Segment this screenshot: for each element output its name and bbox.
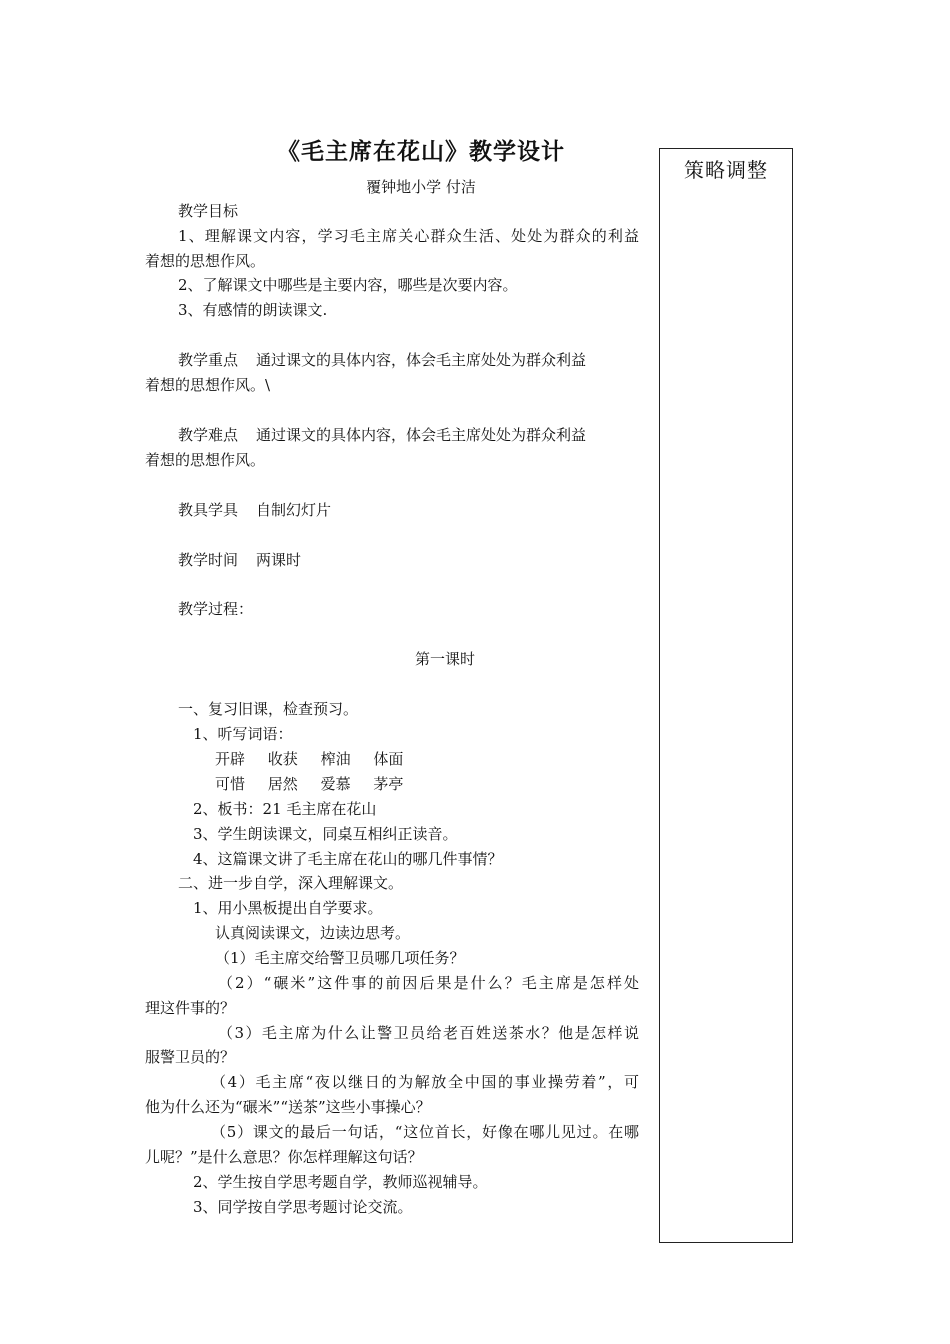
objectives-heading: 教学目标 [178,202,239,220]
word-list-1 [145,747,709,772]
item-2-1-note: 认真阅读课文，边读边思考。 [215,924,411,942]
strategy-adjustment-heading: 策略调整 [684,158,768,182]
key-point-text: 通过课文的具体内容，体会毛主席处处为群众利益 [256,351,587,369]
key-point-cont: 着想的思想作风。\ [145,376,271,394]
key-point-label: 教学重点 [178,351,239,369]
author-line: 覆钟地小学 付洁 [366,178,476,196]
difficulty-label: 教学难点 [178,426,239,444]
item-1-4: 4、这篇课文讲了毛主席在花山的哪几件事情？ [193,850,503,868]
document-title: 《毛主席在花山》教学设计 [277,138,565,165]
item-1-3: 3、学生朗读课文，同桌互相纠正读音。 [193,825,458,843]
question-5: （5）课文的最后一句话，“这位首长，好像在哪儿见过。在哪 [211,1123,639,1141]
word: 茅亭 [373,775,404,793]
objective-3: 3、有感情的朗读课文. [178,301,328,319]
question-1: （1）毛主席交给警卫员哪几项任务？ [215,949,465,967]
teaching-time [145,548,672,573]
time-label: 教学时间 [178,551,239,569]
tools-text: 自制幻灯片 [256,501,332,519]
difficulty [145,423,672,448]
question-3-cont: 服警卫员的？ [145,1048,236,1066]
item-2-1: 1、用小黑板提出自学要求。 [193,899,383,917]
item-1-1: 1、听写词语： [193,725,293,743]
word: 爱慕 [320,775,351,793]
item-2-3: 3、同学按自学思考题讨论交流。 [193,1198,413,1216]
word-list-2 [145,772,709,797]
objective-1-cont: 着想的思想作风。 [145,252,266,270]
question-4: （4）毛主席“夜以继日的为解放全中国的事业操劳着”，可 [211,1073,639,1091]
lesson-heading: 第一课时 [414,650,475,668]
word: 榨油 [320,750,351,768]
time-text: 两课时 [256,551,302,569]
question-3: （3）毛主席为什么让警卫员给老百姓送茶水？他是怎样说 [218,1024,639,1042]
item-2-2: 2、学生按自学思考题自学，教师巡视辅导。 [193,1173,488,1191]
process-label: 教学过程： [178,600,254,618]
question-2: （2）“碾米”这件事的前因后果是什么？毛主席是怎样处 [218,974,639,992]
objective-2: 2、了解课文中哪些是主要内容，哪些是次要内容。 [178,276,518,294]
question-5-cont: 儿呢？”是什么意思？你怎样理解这句话？ [145,1148,423,1166]
difficulty-cont: 着想的思想作风。 [145,451,266,469]
section-2: 二、进一步自学，深入理解课文。 [178,874,404,892]
word: 可惜 [215,775,246,793]
key-point [145,348,672,373]
word: 居然 [267,775,298,793]
objective-1: 1、理解课文内容，学习毛主席关心群众生活、处处为群众的利益 [178,227,639,245]
question-4-cont: 他为什么还为“碾米”“送茶”这些小事操心？ [145,1098,431,1116]
tools-label: 教具学具 [178,501,239,519]
tools [145,498,672,523]
section-1: 一、复习旧课，检查预习。 [178,700,359,718]
word: 体面 [373,750,404,768]
word: 开辟 [215,750,246,768]
strategy-adjustment-column [659,148,793,1243]
item-1-2: 2、板书：21 毛主席在花山 [193,800,377,818]
word: 收获 [267,750,298,768]
difficulty-text: 通过课文的具体内容，体会毛主席处处为群众利益 [256,426,587,444]
question-2-cont: 理这件事的？ [145,999,236,1017]
